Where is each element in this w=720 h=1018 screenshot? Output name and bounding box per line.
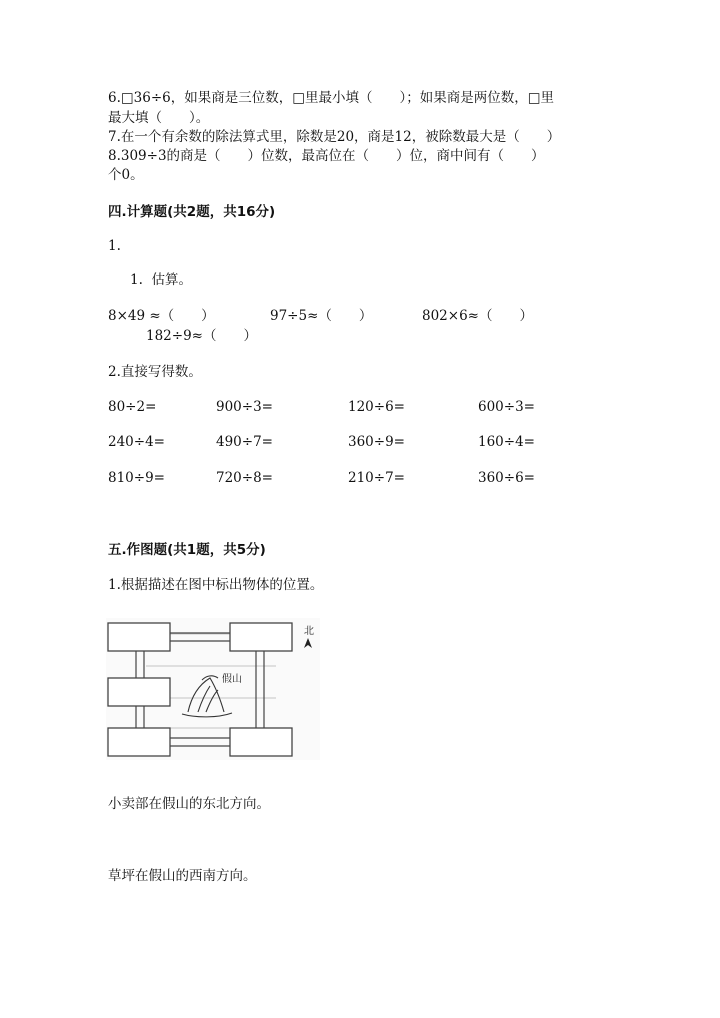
map-box-bottom-left bbox=[108, 728, 170, 756]
section4-title: 四.计算题(共2题，共16分) bbox=[108, 204, 276, 220]
description-2: 草坪在假山的西南方向。 bbox=[108, 868, 257, 884]
s4-q1-number: 1. bbox=[108, 238, 121, 254]
direct-cell: 360÷9= bbox=[348, 434, 405, 450]
estimate-item: 97÷5≈（ ） bbox=[270, 308, 373, 324]
direct-cell: 210÷7= bbox=[348, 470, 405, 486]
north-label: 北 bbox=[304, 626, 314, 637]
direct-cell: 240÷4= bbox=[108, 434, 165, 450]
section5-title: 五.作图题(共1题，共5分) bbox=[108, 542, 266, 558]
q8-line2: 个0。 bbox=[108, 167, 144, 183]
s5-q1-text: 1.根据描述在图中标出物体的位置。 bbox=[108, 577, 324, 593]
map-box-top-left bbox=[108, 623, 170, 651]
map-box-bottom-right bbox=[230, 728, 292, 756]
location-map bbox=[106, 618, 320, 760]
direct-cell: 120÷6= bbox=[348, 399, 405, 415]
q8-line1: 8.309÷3的商是（ ）位数，最高位在（ ）位，商中间有（ ） bbox=[108, 148, 545, 164]
direct-cell: 490÷7= bbox=[216, 434, 273, 450]
s4-q1-subtitle: 1. 估算。 bbox=[130, 272, 192, 288]
estimate-item: 802×6≈（ ） bbox=[422, 308, 533, 324]
direct-cell: 600÷3= bbox=[478, 399, 535, 415]
map-box-top-right bbox=[230, 623, 292, 651]
direct-cell: 720÷8= bbox=[216, 470, 273, 486]
description-1: 小卖部在假山的东北方向。 bbox=[108, 796, 270, 812]
direct-cell: 160÷4= bbox=[478, 434, 535, 450]
q6-line2: 最大填（ ）。 bbox=[108, 110, 210, 126]
estimate-item: 182÷9≈（ ） bbox=[146, 328, 257, 344]
s4-q2-text: 2.直接写得数。 bbox=[108, 364, 202, 380]
q7-text: 7.在一个有余数的除法算式里，除数是20，商是12，被除数最大是（ ） bbox=[108, 129, 561, 145]
estimate-item: 8×49 ≈（ ） bbox=[108, 308, 215, 324]
direct-cell: 360÷6= bbox=[478, 470, 535, 486]
direct-cell: 80÷2= bbox=[108, 399, 157, 415]
direct-cell: 900÷3= bbox=[216, 399, 273, 415]
q6-line1: 6.□36÷6，如果商是三位数，□里最小填（ ）；如果商是两位数，□里 bbox=[108, 90, 554, 106]
map-box-middle-left bbox=[108, 678, 170, 706]
map-center-label: 假山 bbox=[222, 674, 242, 685]
direct-cell: 810÷9= bbox=[108, 470, 165, 486]
